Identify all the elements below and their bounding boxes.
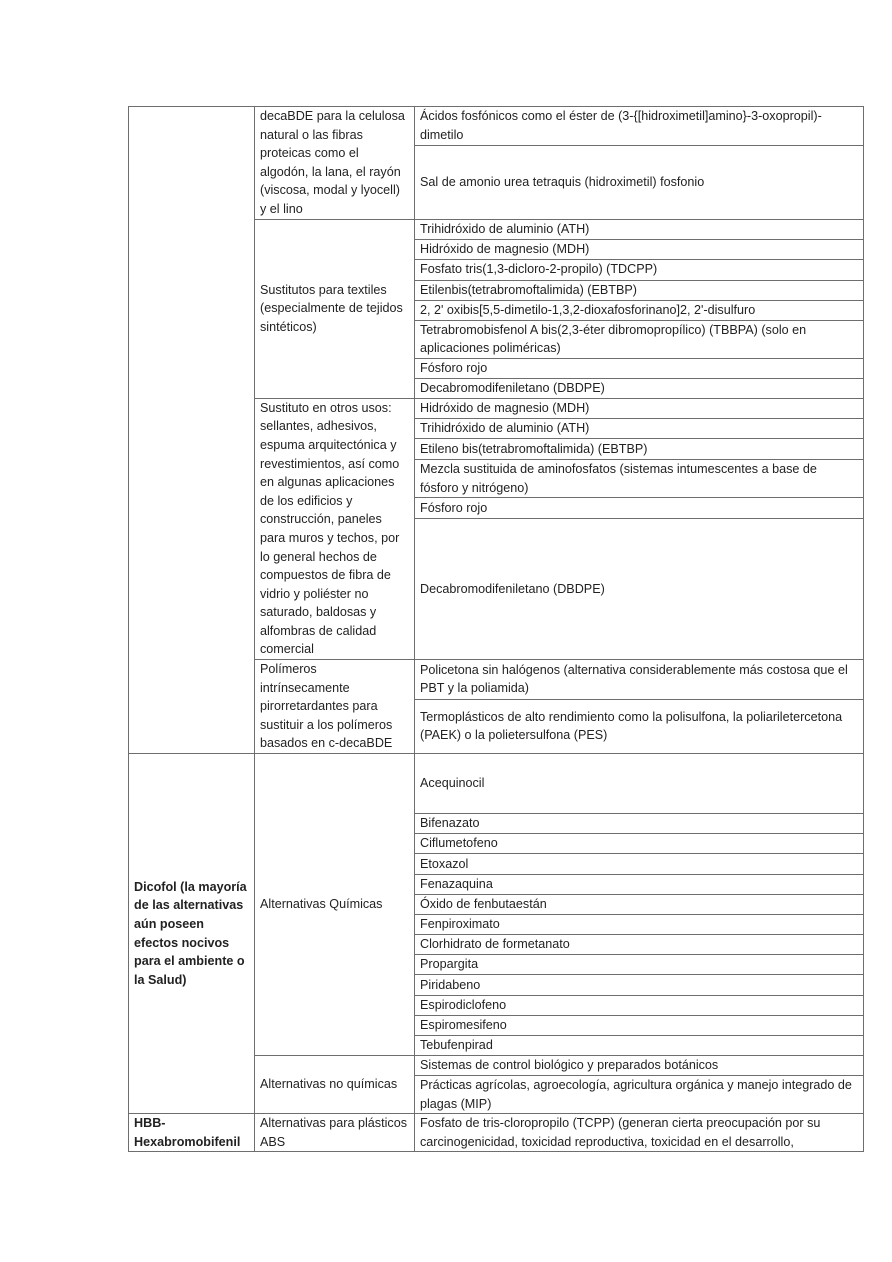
table-row xyxy=(129,1114,864,1152)
alternative-cell: Hidróxido de magnesio (MDH) xyxy=(415,239,864,259)
alternative-cell: Fenazaquina xyxy=(415,875,864,895)
alternative-cell: Trihidróxido de aluminio (ATH) xyxy=(415,219,864,239)
alternative-cell: Óxido de fenbutaestán xyxy=(415,895,864,915)
alternative-cell: Fósforo rojo xyxy=(415,358,864,378)
alternative-cell: Tetrabromobisfenol A bis(2,3-éter dibromopropílico) (TBBPA) (solo en aplicaciones poliméricas) xyxy=(415,320,864,358)
alternative-cell: Fosfato de tris-cloropropilo (TCPP) (generan cierta preocupación por su carcinogenicidad, toxicidad reproductiva, toxicidad en el desarrollo, xyxy=(415,1114,864,1152)
alternative-cell: Mezcla sustituida de aminofosfatos (sistemas intumescentes a base de fósforo y nitrógeno) xyxy=(415,459,864,498)
alternative-cell: Etileno bis(tetrabromoftalimida) (EBTBP) xyxy=(415,439,864,459)
alternative-cell: Sal de amonio urea tetraquis (hidroximetil) fosfonio xyxy=(415,145,864,219)
category-cell: Sustituto en otros usos: sellantes, adhesivos, espuma arquitectónica y revestimientos, así como en algunas aplicaciones de los edificios y construcción, paneles para muros y techos, por lo general hechos de compuestos de fibra de vidrio y poliéster no saturado, baldosas y alfombras de calidad comercial xyxy=(255,398,415,659)
alternative-cell: Hidróxido de magnesio (MDH) xyxy=(415,398,864,418)
alternative-cell: Piridabeno xyxy=(415,975,864,996)
category-cell: Alternativas Químicas xyxy=(255,754,415,1056)
alternative-cell: Espirodiclofeno xyxy=(415,996,864,1016)
alternative-cell: 2, 2' oxibis[5,5-dimetilo-1,3,2-dioxafosforinano]2, 2'-disulfuro xyxy=(415,300,864,320)
table-row xyxy=(129,107,864,146)
category-cell: Alternativas no químicas xyxy=(255,1056,415,1114)
alternative-cell: Ácidos fosfónicos como el éster de (3-{[hidroximetil]amino}-3-oxopropil)-dimetilo xyxy=(415,107,864,146)
alternative-cell: Policetona sin halógenos (alternativa considerablemente más costosa que el PBT y la poliamida) xyxy=(415,660,864,700)
alternative-cell: Decabromodifeniletano (DBDPE) xyxy=(415,518,864,659)
alternative-cell: Fosfato tris(1,3-dicloro-2-propilo) (TDCPP) xyxy=(415,259,864,280)
alternative-cell: Bifenazato xyxy=(415,814,864,834)
category-cell: Sustitutos para textiles (especialmente de tejidos sintéticos) xyxy=(255,219,415,398)
substance-cell: Dicofol (la mayoría de las alternativas aún poseen efectos nocivos para el ambiente o la Salud) xyxy=(129,754,255,1114)
alternative-cell: Etilenbis(tetrabromoftalimida) (EBTBP) xyxy=(415,280,864,300)
alternatives-table xyxy=(128,106,864,1152)
table-row xyxy=(129,754,864,814)
alternative-cell: Propargita xyxy=(415,955,864,975)
alternative-cell: Tebufenpirad xyxy=(415,1036,864,1056)
alternative-cell: Acequinocil xyxy=(415,754,864,814)
alternative-cell: Clorhidrato de formetanato xyxy=(415,935,864,955)
category-cell: Polímeros intrínsecamente pirorretardantes para sustituir a los polímeros basados en c-decaBDE xyxy=(255,660,415,754)
alternative-cell: Etoxazol xyxy=(415,854,864,875)
alternative-cell: Trihidróxido de aluminio (ATH) xyxy=(415,419,864,439)
alternative-cell: Espiromesifeno xyxy=(415,1016,864,1036)
category-cell: decaBDE para la celulosa natural o las fibras proteicas como el algodón, la lana, el rayón (viscosa, modal y lyocell) y el lino xyxy=(255,107,415,220)
alternative-cell: Fósforo rojo xyxy=(415,498,864,518)
alternative-cell: Termoplásticos de alto rendimiento como la polisulfona, la poliariletercetona (PAEK) o la polietersulfona (PES) xyxy=(415,699,864,753)
category-cell: Alternativas para plásticos ABS xyxy=(255,1114,415,1152)
alternative-cell: Prácticas agrícolas, agroecología, agricultura orgánica y manejo integrado de plagas (MIP) xyxy=(415,1076,864,1114)
substance-cell xyxy=(129,107,255,754)
alternative-cell: Sistemas de control biológico y preparados botánicos xyxy=(415,1056,864,1076)
substance-cell: HBB-Hexabromobifenil xyxy=(129,1114,255,1152)
alternative-cell: Ciflumetofeno xyxy=(415,834,864,854)
alternative-cell: Fenpiroximato xyxy=(415,915,864,935)
alternative-cell: Decabromodifeniletano (DBDPE) xyxy=(415,378,864,398)
